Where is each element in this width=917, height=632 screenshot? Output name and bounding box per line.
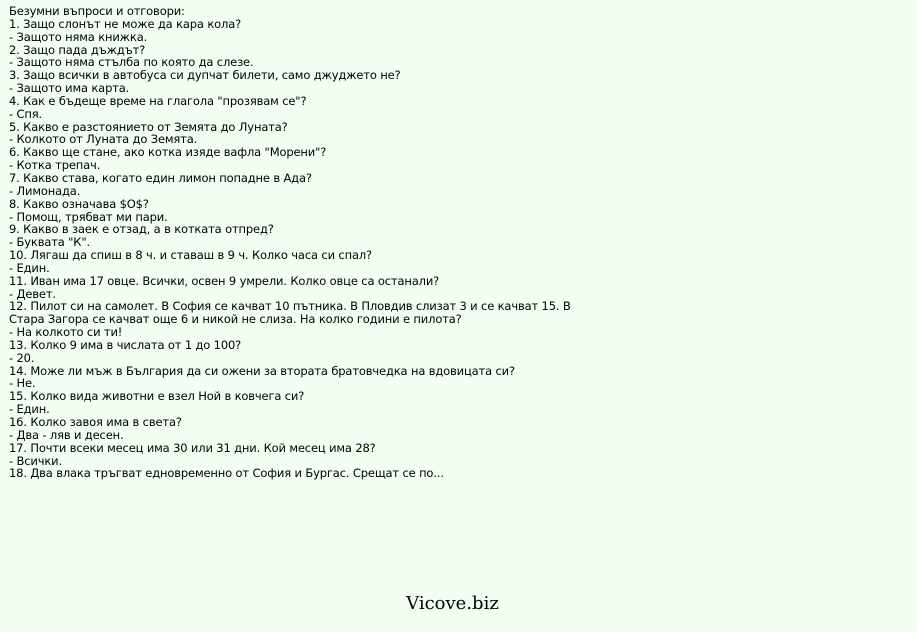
text-line: 7. Какво става, когато един лимон попадне в Ада? <box>9 170 312 185</box>
text-line: 11. Иван има 17 овце. Всички, освен 9 умрели. Колко овце са останали? <box>9 273 440 288</box>
text-line: - Не. <box>9 376 36 391</box>
text-line: 9. Какво в заек е отзад, а в котката отпред? <box>9 222 274 237</box>
text-line: - Девет. <box>9 286 56 301</box>
text-line: 17. Почти всеки месец има 30 или 31 дни. Кой месец има 28? <box>9 440 376 455</box>
text-line: 12. Пилот си на самолет. В София се качват 10 пътника. В Пловдив слизат 3 и се качват 15. В <box>9 299 571 314</box>
joke-text-block <box>9 5 909 480</box>
text-line: 18. Два влака тръгват едновременно от София и Бургас. Срещат се по... <box>9 466 444 481</box>
text-line: - Буквата "К". <box>9 235 90 250</box>
text-line: - Един. <box>9 402 50 417</box>
text-line: - Защото няма стълба по която да слезе. <box>9 55 254 70</box>
text-line: 1. Защо слонът не може да кара кола? <box>9 16 242 31</box>
text-line: - Помощ, трябват ми пари. <box>9 209 168 224</box>
text-line: 15. Колко вида животни е взел Ной в ковчега си? <box>9 389 305 404</box>
text-line: 16. Колко завоя има в света? <box>9 415 182 429</box>
text-line: 4. Как е бъдеще време на глагола "прозявам се"? <box>9 93 307 108</box>
text-line: 6. Какво ще стане, ако котка изяде вафла "Морени"? <box>9 145 327 160</box>
text-line: 8. Какво означава $О$? <box>9 196 149 211</box>
text-line: Безумни въпроси и отговори: <box>9 4 185 18</box>
text-line: - На колкото си ти! <box>9 325 123 340</box>
site-watermark: Vicove.biz <box>406 593 499 614</box>
text-line: 13. Колко 9 има в числата от 1 до 100? <box>9 337 242 352</box>
text-line: - Котка трепач. <box>9 158 101 173</box>
text-line: - Спя. <box>9 106 43 121</box>
text-line: - 20. <box>9 350 35 365</box>
text-line: 5. Какво е разстоянието от Земята до Луната? <box>9 119 288 134</box>
text-line: - Защото няма книжка. <box>9 29 148 44</box>
text-line: 2. Защо пада дъждът? <box>9 42 146 57</box>
text-line: 14. Може ли мъж в България да си ожени за втората братовчедка на вдовицата си? <box>9 363 515 378</box>
text-line: 3. Защо всички в автобуса си дупчат билети, само джуджето не? <box>9 68 401 83</box>
text-line: 10. Лягаш да спиш в 8 ч. и ставаш в 9 ч. Колко часа си спал? <box>9 248 372 263</box>
text-line: - Лимонада. <box>9 183 81 198</box>
text-line: - Един. <box>9 260 50 275</box>
text-line: - Защото има карта. <box>9 81 130 96</box>
text-line: - Два - ляв и десен. <box>9 427 124 442</box>
text-line: - Колкото от Луната до Земята. <box>9 132 198 147</box>
text-line: - Всички. <box>9 453 63 468</box>
text-line: Стара Загора се качват още 6 и никой не слиза. На колко години е пилота? <box>9 312 462 327</box>
